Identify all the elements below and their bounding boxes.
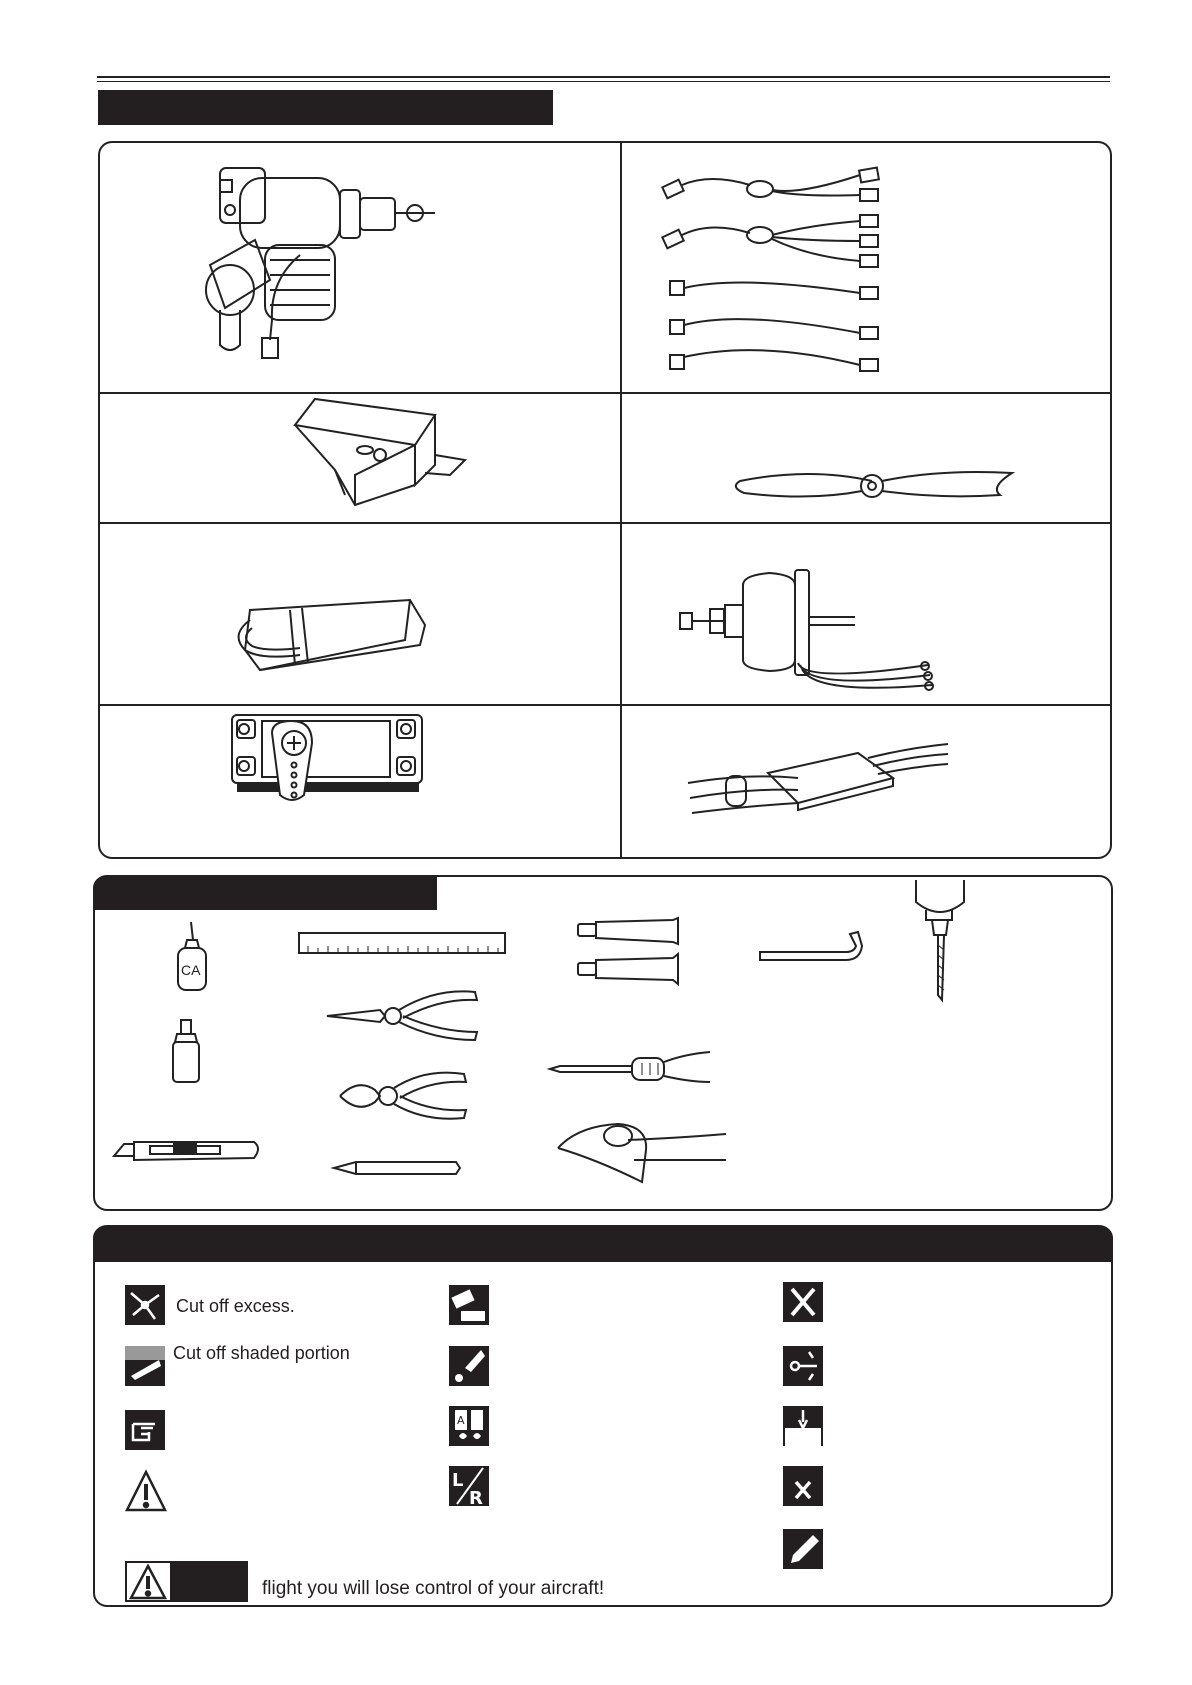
needle-nose-pliers-icon: [325, 988, 480, 1046]
warning-label-fill: [170, 1561, 248, 1602]
parts-divider-vertical: [620, 143, 622, 857]
parts-divider-row3: [100, 704, 1110, 706]
glow-engine-icon: [200, 160, 440, 365]
cut-knife-icon: [125, 1346, 165, 1386]
x-small-icon: [783, 1466, 823, 1506]
engine-mount-icon: [295, 395, 470, 510]
drill-hole-icon: [783, 1406, 823, 1446]
ruler-icon: [298, 932, 506, 956]
warning-text: flight you will lose control of your aircraft!: [262, 1578, 605, 1599]
cut-excess-label: Cut off excess.: [176, 1296, 295, 1316]
rotate-icon: [783, 1346, 823, 1386]
battery-pack-icon: [230, 590, 425, 675]
ca-label: CA: [181, 962, 201, 978]
cut-shaded-label: Cut off shaded portion: [173, 1343, 350, 1363]
svg-text:A: A: [457, 1414, 465, 1427]
header-rule-bottom: [97, 81, 1110, 82]
epoxy-icon: [449, 1406, 489, 1446]
warning-icon: [129, 1564, 167, 1600]
cut-pliers-icon: [125, 1285, 165, 1325]
left-right-icon: [449, 1466, 489, 1506]
parts-divider-row1: [100, 392, 1110, 394]
propeller-icon: [730, 467, 1015, 503]
thread-lock-bottle-icon: [171, 1020, 201, 1085]
apply-ca-icon: [449, 1346, 489, 1386]
apply-glue-icon: [449, 1285, 489, 1325]
section-title-bar-symbols: [93, 1226, 1113, 1262]
symbols-box: [93, 1225, 1113, 1607]
hex-wrench-icon: [758, 932, 863, 964]
x-icon: [783, 1282, 823, 1322]
covering-iron-icon: [558, 1120, 728, 1185]
screwdriver-icon: [550, 1048, 710, 1088]
brushless-motor-icon: [680, 565, 935, 690]
side-cutter-icon: [340, 1068, 470, 1126]
section-title-bar-tools: [93, 876, 437, 910]
pointing-hand-icon: [125, 1410, 165, 1450]
section-title-bar-parts: [98, 90, 553, 125]
svg-text:L: L: [452, 1470, 464, 1491]
epoxy-tubes-icon: [578, 918, 690, 986]
drill-icon: [912, 880, 970, 1000]
servo-icon: [232, 715, 422, 803]
ca-glue-bottle-icon: [175, 922, 209, 992]
parts-divider-row2: [100, 522, 1110, 524]
caution-triangle-icon: [125, 1470, 167, 1512]
svg-text:R: R: [469, 1488, 483, 1506]
hobby-knife-icon: [114, 1140, 262, 1164]
pencil-icon: [334, 1160, 462, 1176]
speed-controller-icon: [688, 738, 948, 823]
pen-icon: [783, 1529, 823, 1569]
y-harness-icon: [660, 165, 885, 375]
header-rule-top: [97, 76, 1110, 78]
